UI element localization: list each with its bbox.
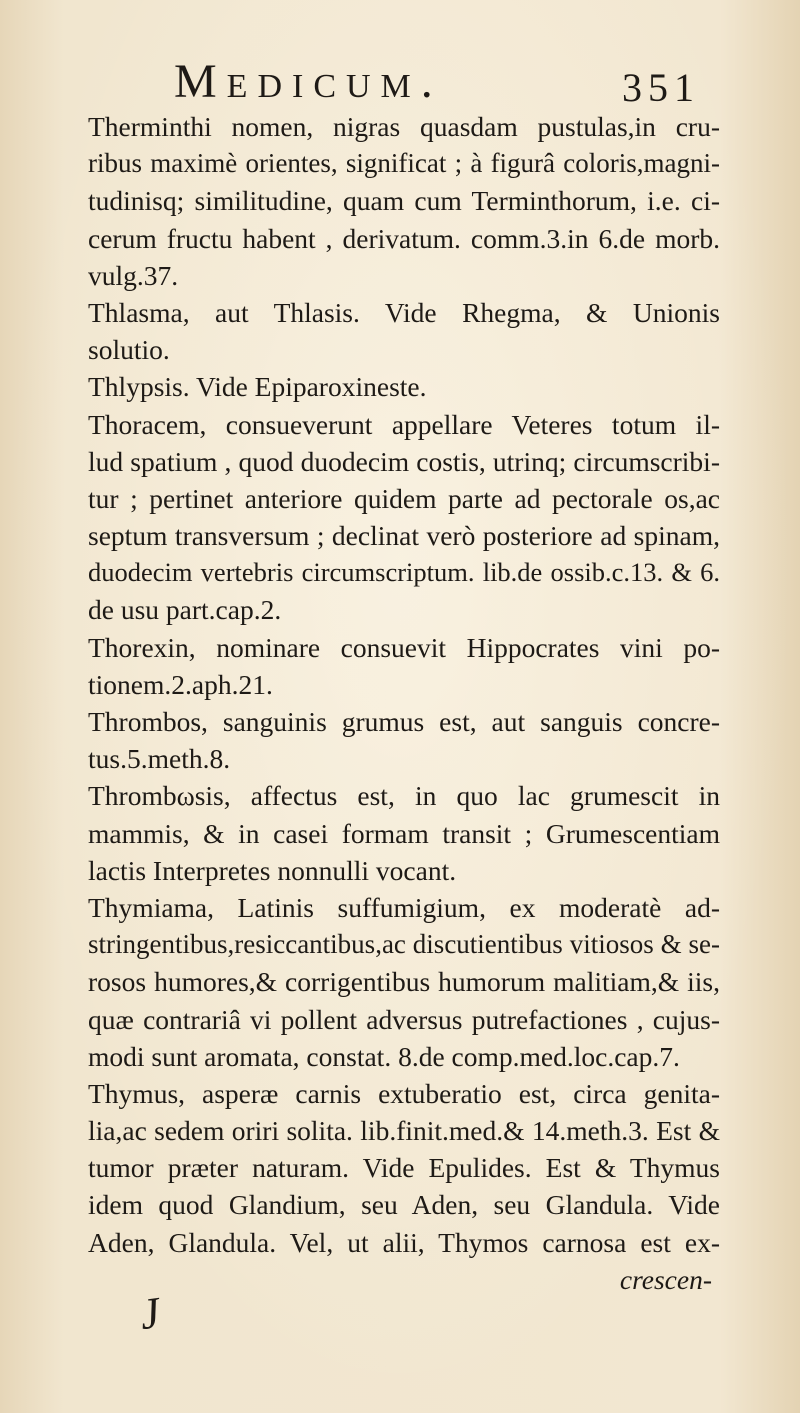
text-line: cerum fructu habent , derivatum. comm.3.in 6.de morb.	[88, 222, 720, 254]
text-line: Thlypsis. Vide Epiparoxineste.	[88, 371, 427, 403]
text-line: lia,ac sedem oriri solita. lib.finit.med.& 14.meth.3. Est &	[88, 1115, 720, 1147]
text-line: tionem.2.aph.21.	[88, 668, 273, 700]
text-line: ribus maximè orientes, significat ; à figurâ coloris,magni-	[88, 148, 720, 179]
catchword: crescen-	[619, 1263, 712, 1295]
text-line: stringentibus,resiccantibus,ac discutientibus vitiosos & se-	[88, 929, 720, 960]
text-line: tumor præter naturam. Vide Epulides. Est & Thymus	[88, 1152, 720, 1184]
text-line: Therminthi nomen, nigras quasdam pustulas,in cru-	[88, 111, 720, 142]
text-line: de usu part.cap.2.	[88, 594, 282, 626]
text-line: solutio.	[88, 334, 170, 366]
text-line: tur ; pertinet anteriore quidem parte ad pectorale os,ac	[88, 482, 720, 514]
body-text	[88, 108, 720, 1298]
text-line: tudinisq; similitudine, quam cum Terminthorum, i.e. ci-	[88, 185, 720, 217]
text-line: modi sunt aromata, constat. 8.de comp.med.loc.cap.7.	[88, 1040, 680, 1072]
text-line: rosos humores,& corrigentibus humorum malitiam,& iis,	[88, 966, 720, 998]
text-line: Aden, Glandula. Vel, ut alii, Thymos carnosa est ex-	[88, 1226, 720, 1258]
text-line: Thymus, asperæ carnis extuberatio est, circa genita-	[88, 1077, 720, 1109]
page-number: 351	[622, 65, 700, 110]
text-line: duodecim vertebris circumscriptum. lib.de ossib.c.13. & 6.	[88, 557, 720, 588]
text-line: lud spatium , quod duodecim costis, utrinq; circumscribi-	[88, 445, 720, 477]
text-line: Thorexin, nominare consuevit Hippocrates vini po-	[88, 631, 720, 663]
running-head: Medicum.	[174, 55, 443, 108]
text-line: Thymiama, Latinis suffumigium, ex moderatè ad-	[88, 891, 720, 923]
signature-mark: J	[136, 1287, 163, 1340]
text-line: Thoracem, consueverunt appellare Veteres totum il-	[88, 408, 720, 440]
text-line: Thrombos, sanguinis grumus est, aut sanguis concre-	[88, 706, 720, 737]
text-line: tus.5.meth.8.	[88, 743, 231, 775]
text-line: mammis, & in casei formam transit ; Grumescentiam	[88, 817, 720, 849]
text-line: idem quod Glandium, seu Aden, seu Glandula. Vide	[88, 1189, 720, 1221]
text-line: vulg.37.	[88, 259, 179, 291]
text-line: quæ contrariâ vi pollent adversus putrefactiones , cujus-	[88, 1003, 720, 1035]
text-line: Thlasma, aut Thlasis. Vide Rhegma, & Unionis	[88, 296, 720, 328]
text-line: Thrombωsis, affectus est, in quo lac grumescit in	[88, 780, 720, 812]
text-line: septum transversum ; declinat verò posteriore ad spinam,	[88, 520, 720, 552]
text-line: lactis Interpretes nonnulli vocant.	[88, 854, 457, 886]
page-header	[0, 52, 800, 112]
